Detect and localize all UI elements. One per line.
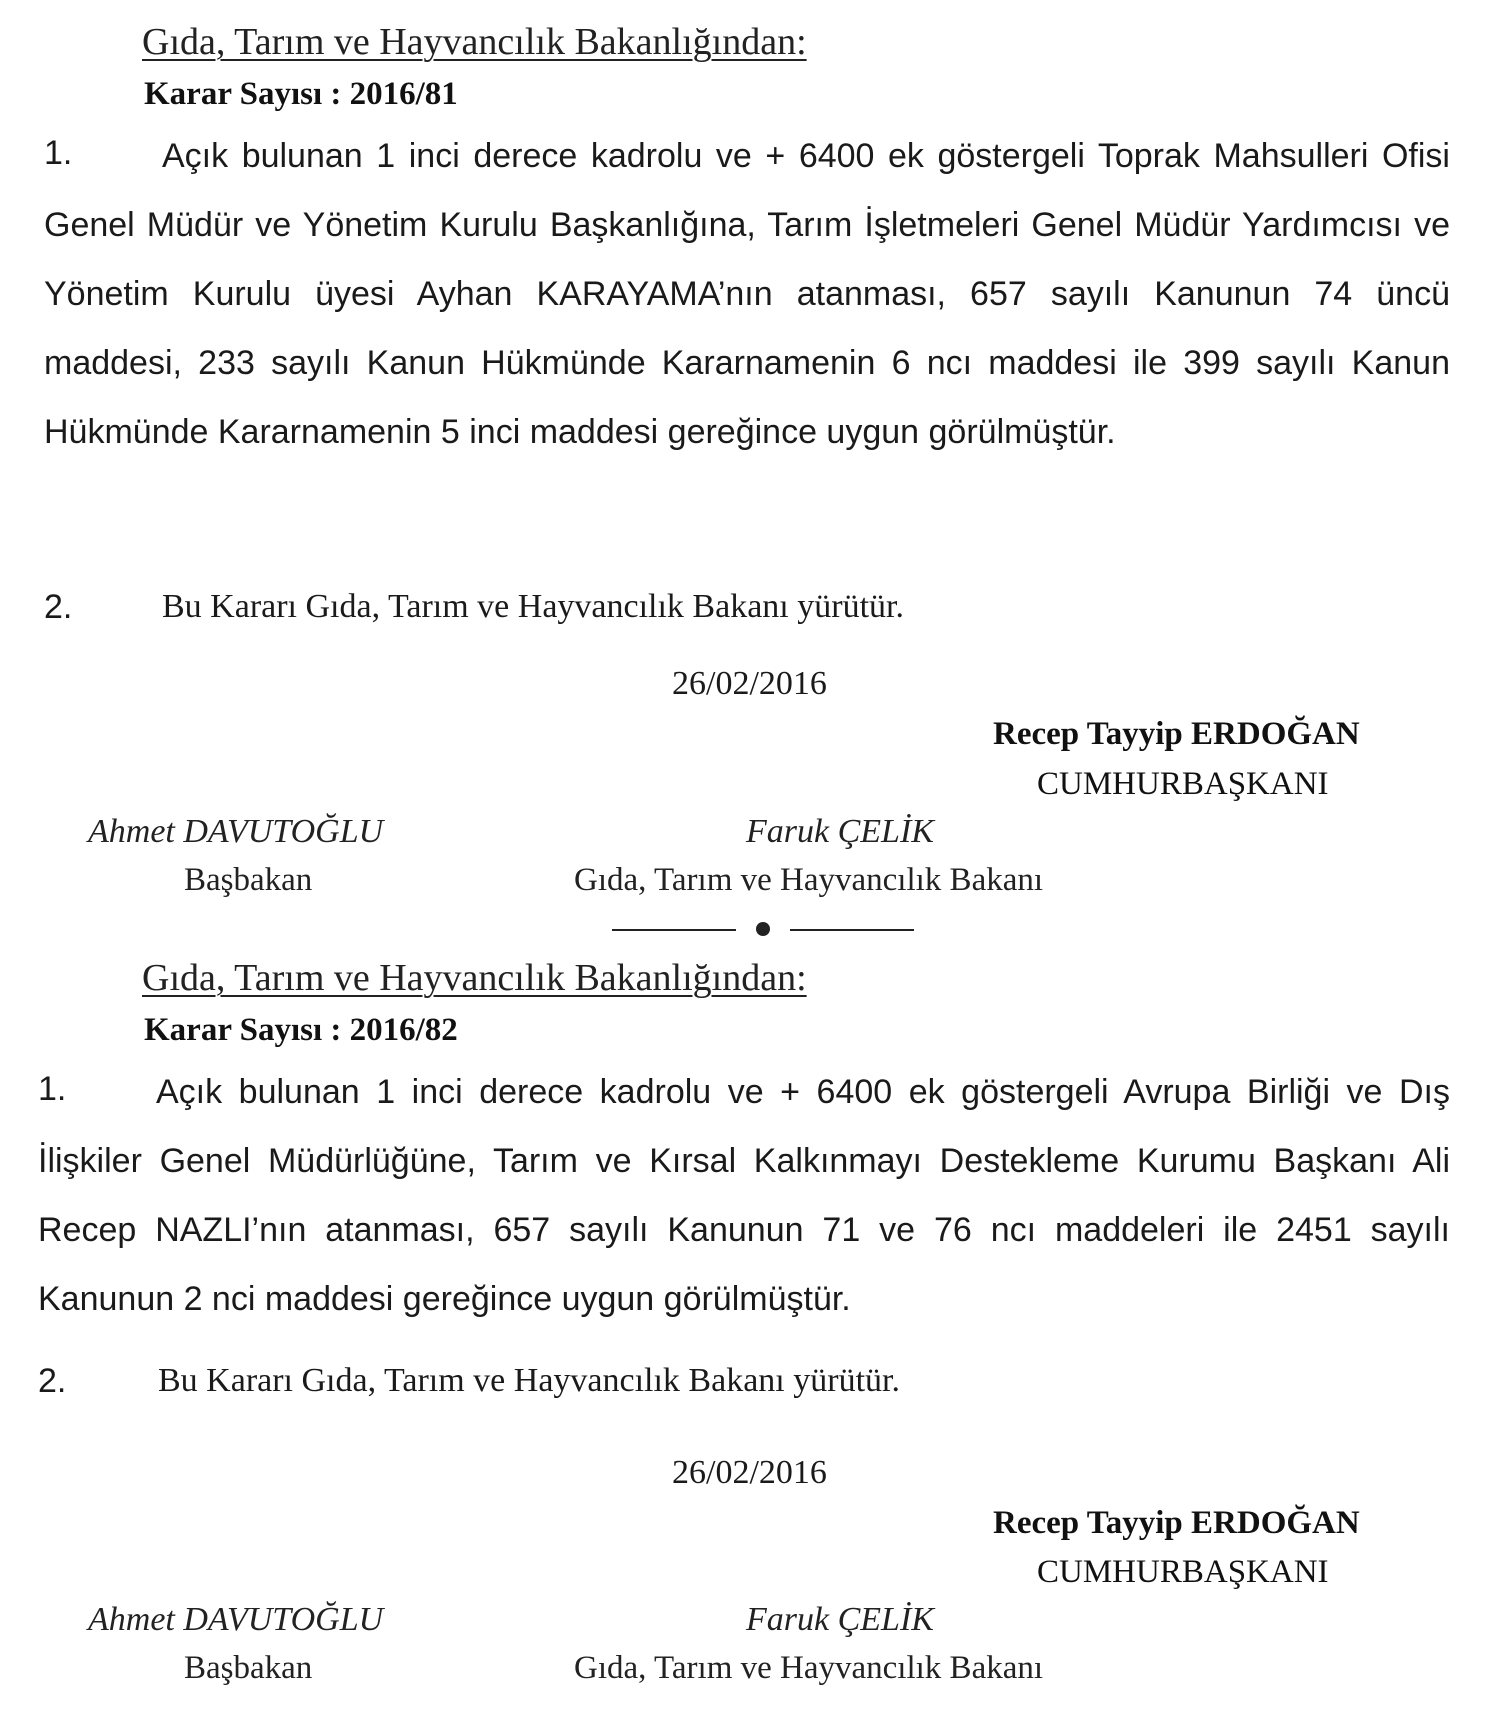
item-1-number: 1. — [44, 134, 73, 172]
separator-line-right — [790, 929, 914, 931]
prime-minister-title: Başbakan — [184, 1650, 313, 1686]
minister-title: Gıda, Tarım ve Hayvancılık Bakanı — [574, 1650, 1044, 1686]
item-1-number: 1. — [38, 1070, 67, 1108]
item-2-number: 2. — [38, 1362, 67, 1400]
separator-dot — [756, 922, 770, 936]
decision-date: 26/02/2016 — [672, 1454, 827, 1491]
item-2-text: Bu Kararı Gıda, Tarım ve Hayvancılık Bakanı yürütür. — [158, 1362, 900, 1399]
ministry-heading: Gıda, Tarım ve Hayvancılık Bakanlığından: — [142, 21, 807, 63]
decision-number: Karar Sayısı : 2016/81 — [144, 76, 458, 112]
prime-minister-title: Başbakan — [184, 862, 313, 898]
prime-minister-name: Ahmet DAVUTOĞLU — [88, 1601, 384, 1638]
minister-title: Gıda, Tarım ve Hayvancılık Bakanı — [574, 862, 1044, 898]
item-1-paragraph — [44, 122, 1450, 467]
item-2-number: 2. — [44, 588, 73, 626]
president-title: CUMHURBAŞKANI — [1037, 1554, 1329, 1590]
item-1-text: Açık bulunan 1 inci derece kadrolu ve + 6400 ek göstergeli Toprak Mahsulleri Ofisi Genel Müdür ve Yönetim Kurulu Başkanlığına, Tarım İşletmeleri Genel Müdür Yardımcısı ve Yönetim Kurulu üyesi Ayhan KARAYAMA’nın atanması, 657 sayılı Kanunun 74 üncü maddesi, 233 sayılı Kanun Hükmünde Kararnamenin 6 ncı maddesi ile 399 sayılı Kanun Hükmünde Kararnamenin 5 inci maddesi gereğince uygun görülmüştür. — [44, 137, 1450, 451]
ministry-heading: Gıda, Tarım ve Hayvancılık Bakanlığından: — [142, 957, 807, 999]
item-1-paragraph — [38, 1058, 1450, 1334]
minister-name: Faruk ÇELİK — [746, 813, 934, 850]
president-name: Recep Tayyip ERDOĞAN — [993, 1505, 1360, 1541]
president-name: Recep Tayyip ERDOĞAN — [993, 716, 1360, 752]
item-1-text: Açık bulunan 1 inci derece kadrolu ve + 6400 ek göstergeli Avrupa Birliği ve Dış İlişkiler Genel Müdürlüğüne, Tarım ve Kırsal Kalkınmayı Destekleme Kurumu Başkanı Ali Recep NAZLI’nın atanması, 657 sayılı Kanunun 71 ve 76 ncı maddeleri ile 2451 sayılı Kanunun 2 nci maddesi gereğince uygun görülmüştür. — [38, 1073, 1450, 1318]
item-2-text: Bu Kararı Gıda, Tarım ve Hayvancılık Bakanı yürütür. — [162, 588, 904, 625]
prime-minister-name: Ahmet DAVUTOĞLU — [88, 813, 384, 850]
president-title: CUMHURBAŞKANI — [1037, 766, 1329, 802]
minister-name: Faruk ÇELİK — [746, 1601, 934, 1638]
decision-number: Karar Sayısı : 2016/82 — [144, 1012, 458, 1048]
decision-date: 26/02/2016 — [672, 665, 827, 702]
separator-line-left — [612, 929, 736, 931]
